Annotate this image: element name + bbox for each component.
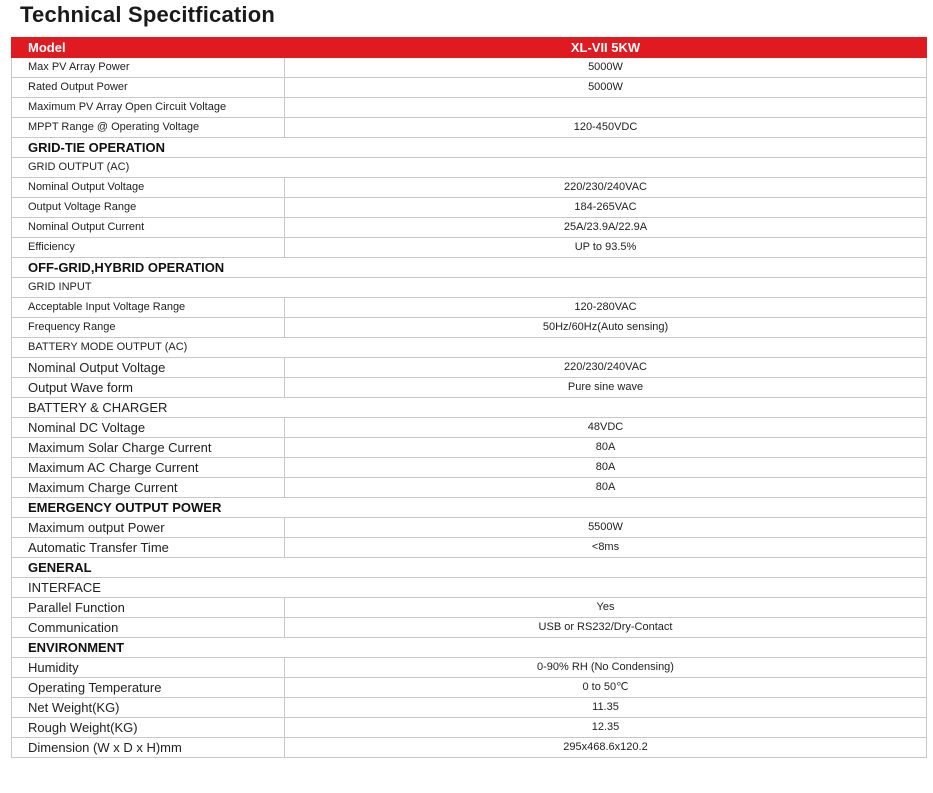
table-row	[12, 358, 927, 378]
subsection-title: GRID INPUT	[12, 278, 927, 298]
spec-value: 5000W	[285, 58, 927, 78]
spec-label: Net Weight(KG)	[12, 698, 285, 718]
table-row	[12, 478, 927, 498]
section-title: OFF-GRID,HYBRID OPERATION	[12, 258, 927, 278]
table-row	[12, 178, 927, 198]
spec-label: Nominal Output Voltage	[12, 178, 285, 198]
spec-value: 0-90% RH (No Condensing)	[285, 658, 927, 678]
table-row	[12, 198, 927, 218]
spec-label: Output Wave form	[12, 378, 285, 398]
subsection-row	[12, 158, 927, 178]
page-title: Technical Specitfication	[20, 2, 276, 27]
table-row	[12, 538, 927, 558]
spec-label: Humidity	[12, 658, 285, 678]
table-row	[12, 238, 927, 258]
table-row	[12, 618, 927, 638]
spec-value: 184-265VAC	[285, 198, 927, 218]
spec-label: Nominal Output Current	[12, 218, 285, 238]
spec-value: 0 to 50℃	[285, 678, 927, 698]
table-row	[12, 378, 927, 398]
spec-label: Rated Output Power	[12, 78, 285, 98]
subsection-row	[12, 398, 927, 418]
section-header-row	[12, 138, 927, 158]
table-row	[12, 458, 927, 478]
section-header-row	[12, 258, 927, 278]
subsection-row	[12, 578, 927, 598]
table-row	[12, 418, 927, 438]
spec-label: Maximum Charge Current	[12, 478, 285, 498]
table-row	[12, 98, 927, 118]
table-row	[12, 58, 927, 78]
spec-value: 50Hz/60Hz(Auto sensing)	[285, 318, 927, 338]
table-row	[12, 598, 927, 618]
table-row	[12, 658, 927, 678]
section-header-row	[12, 498, 927, 518]
spec-value: 25A/23.9A/22.9A	[285, 218, 927, 238]
table-row	[12, 698, 927, 718]
table-row	[12, 718, 927, 738]
spec-value: 80A	[285, 478, 927, 498]
subsection-row	[12, 278, 927, 298]
spec-value: <8ms	[285, 538, 927, 558]
section-title: GENERAL	[12, 558, 927, 578]
table-row	[12, 78, 927, 98]
spec-value: 120-450VDC	[285, 118, 927, 138]
spec-label: Acceptable Input Voltage Range	[12, 298, 285, 318]
subsection-title: BATTERY MODE OUTPUT (AC)	[12, 338, 927, 358]
subsection-title: INTERFACE	[12, 578, 927, 598]
spec-label: Nominal DC Voltage	[12, 418, 285, 438]
spec-value: 5500W	[285, 518, 927, 538]
spec-label: Output Voltage Range	[12, 198, 285, 218]
spec-label: Rough Weight(KG)	[12, 718, 285, 738]
subsection-title: BATTERY & CHARGER	[12, 398, 927, 418]
spec-label: Maximum output Power	[12, 518, 285, 538]
spec-value: UP to 93.5%	[285, 238, 927, 258]
spec-table-body	[12, 38, 927, 758]
section-title: ENVIRONMENT	[12, 638, 927, 658]
table-row	[12, 218, 927, 238]
spec-label: Frequency Range	[12, 318, 285, 338]
section-title: EMERGENCY OUTPUT POWER	[12, 498, 927, 518]
header-model-value: XL-VII 5KW	[285, 38, 927, 58]
spec-label: Operating Temperature	[12, 678, 285, 698]
spec-value: USB or RS232/Dry-Contact	[285, 618, 927, 638]
section-title: GRID-TIE OPERATION	[12, 138, 927, 158]
table-header-row	[12, 38, 927, 58]
spec-value	[285, 98, 927, 118]
subsection-row	[12, 338, 927, 358]
header-label: Model	[12, 38, 285, 58]
table-row	[12, 318, 927, 338]
spec-label: Max PV Array Power	[12, 58, 285, 78]
spec-label: Automatic Transfer Time	[12, 538, 285, 558]
spec-label: Maximum AC Charge Current	[12, 458, 285, 478]
spec-label: Maximum Solar Charge Current	[12, 438, 285, 458]
spec-table	[11, 37, 927, 758]
spec-value: 80A	[285, 438, 927, 458]
spec-value: 220/230/240VAC	[285, 358, 927, 378]
table-row	[12, 738, 927, 758]
table-row	[12, 678, 927, 698]
section-header-row	[12, 558, 927, 578]
spec-label: Maximum PV Array Open Circuit Voltage	[12, 98, 285, 118]
spec-value: 12.35	[285, 718, 927, 738]
spec-value: 48VDC	[285, 418, 927, 438]
table-row	[12, 518, 927, 538]
spec-value: 120-280VAC	[285, 298, 927, 318]
spec-value: Yes	[285, 598, 927, 618]
section-header-row	[12, 638, 927, 658]
subsection-title: GRID OUTPUT (AC)	[12, 158, 927, 178]
spec-label: Parallel Function	[12, 598, 285, 618]
spec-value: Pure sine wave	[285, 378, 927, 398]
spec-value: 295x468.6x120.2	[285, 738, 927, 758]
spec-value: 220/230/240VAC	[285, 178, 927, 198]
spec-value: 80A	[285, 458, 927, 478]
spec-label: Dimension (W x D x H)mm	[12, 738, 285, 758]
spec-label: MPPT Range @ Operating Voltage	[12, 118, 285, 138]
table-row	[12, 118, 927, 138]
spec-label: Communication	[12, 618, 285, 638]
spec-value: 5000W	[285, 78, 927, 98]
spec-label: Nominal Output Voltage	[12, 358, 285, 378]
spec-value: 11.35	[285, 698, 927, 718]
spec-label: Efficiency	[12, 238, 285, 258]
table-row	[12, 438, 927, 458]
table-row	[12, 298, 927, 318]
